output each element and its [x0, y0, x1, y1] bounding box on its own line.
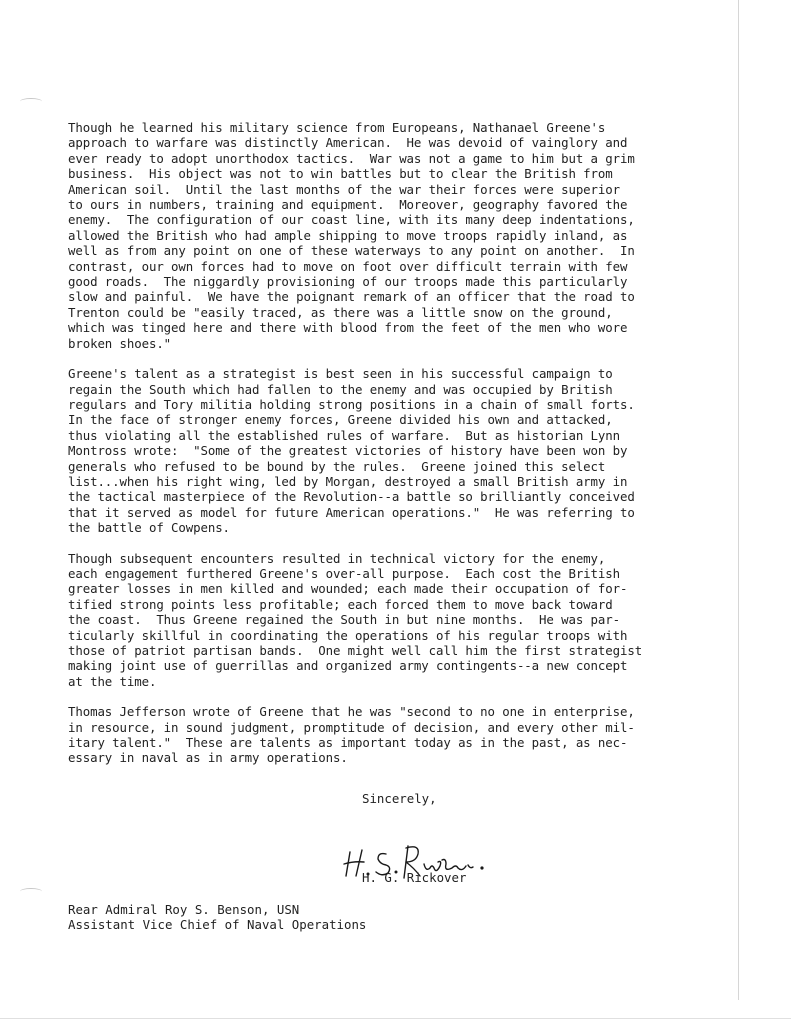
text-line: list...when his right wing, led by Morgan, destroyed a small British army in [68, 473, 628, 489]
text-line: regain the South which had fallen to the enemy and was occupied by British [68, 381, 613, 397]
recipient-name: Rear Admiral Roy S. Benson, USN [68, 902, 300, 917]
text-line: approach to warfare was distinctly American. He was devoid of vainglory and [68, 135, 628, 151]
text-line: in resource, in sound judgment, promptitude of decision, and every other mil- [68, 719, 635, 735]
recipient-title: Assistant Vice Chief of Naval Operations [68, 917, 367, 933]
page-bottom-edge [0, 1018, 791, 1019]
text-line: at the time. [68, 673, 157, 689]
page-edge-line [738, 0, 739, 1000]
text-line: Thomas Jefferson wrote of Greene that he was "second to no one in enterprise, [68, 704, 635, 720]
text-line: Montross wrote: "Some of the greatest victories of history have been won by [68, 443, 628, 459]
text-line: to ours in numbers, training and equipment. Moreover, geography favored the [68, 197, 628, 213]
text-line: tified strong points less profitable; each forced them to move back toward [68, 596, 613, 612]
paragraph-2 [68, 366, 688, 535]
recipient-block [68, 902, 366, 933]
text-line: well as from any point on one of these waterways to any point on another. In [68, 243, 635, 259]
text-line: allowed the British who had ample shipping to move troops rapidly inland, as [68, 227, 628, 243]
text-line: which was tinged here and there with blood from the feet of the men who wore [68, 320, 628, 336]
text-line: Greene's talent as a strategist is best seen in his successful campaign to [68, 366, 613, 382]
closing: Sincerely, [362, 791, 437, 806]
text-line: In the face of stronger enemy forces, Greene divided his own and attacked, [68, 412, 613, 428]
text-line: ticularly skillful in coordinating the operations of his regular troops with [68, 627, 628, 643]
text-line: itary talent." These are talents as important today as in the past, as nec- [68, 735, 628, 751]
text-line: ever ready to adopt unorthodox tactics. War was not a game to him but a grim [68, 150, 635, 166]
text-line: each engagement furthered Greene's over-all purpose. Each cost the British [68, 565, 620, 581]
text-line: enemy. The configuration of our coast line, with its many deep indentations, [68, 212, 635, 228]
punch-hole-mark-bottom [20, 888, 42, 895]
text-line: essary in naval as in army operations. [68, 750, 348, 766]
paragraph-3 [68, 551, 688, 690]
text-line: the battle of Cowpens. [68, 520, 230, 536]
text-line: making joint use of guerrillas and organized army contingents--a new concept [68, 658, 628, 674]
text-line: the tactical masterpiece of the Revolution--a battle so brilliantly conceived [68, 489, 635, 505]
signer-name: H. G. Rickover [362, 870, 467, 885]
text-line: that it served as model for future American operations." He was referring to [68, 504, 635, 520]
punch-hole-mark-top [20, 98, 42, 105]
letter-body [68, 120, 688, 781]
text-line: those of patriot partisan bands. One might well call him the first strategist [68, 643, 643, 658]
text-line: broken shoes." [68, 335, 172, 351]
text-line: business. His object was not to win battles but to clear the British from [68, 166, 613, 182]
text-line: contrast, our own forces had to move on foot over difficult terrain with few [68, 258, 628, 274]
text-line: greater losses in men killed and wounded; each made their occupation of for- [68, 581, 628, 597]
text-line: Though he learned his military science from Europeans, Nathanael Greene's [68, 120, 606, 135]
paragraph-1 [68, 120, 688, 351]
text-line: regulars and Tory militia holding strong positions in a chain of small forts. [68, 396, 635, 412]
text-line: Though subsequent encounters resulted in technical victory for the enemy, [68, 550, 606, 566]
text-line: generals who refused to be bound by the rules. Greene joined this select [68, 458, 606, 474]
text-line: slow and painful. We have the poignant remark of an officer that the road to [68, 289, 635, 305]
paragraph-4 [68, 704, 688, 766]
text-line: Trenton could be "easily traced, as there was a little snow on the ground, [68, 304, 613, 320]
text-line: thus violating all the established rules of warfare. But as historian Lynn [68, 427, 620, 443]
text-line: the coast. Thus Greene regained the South in but nine months. He was par- [68, 612, 620, 628]
text-line: good roads. The niggardly provisioning of our troops made this particularly [68, 274, 628, 290]
text-line: American soil. Until the last months of the war their forces were superior [68, 181, 620, 197]
